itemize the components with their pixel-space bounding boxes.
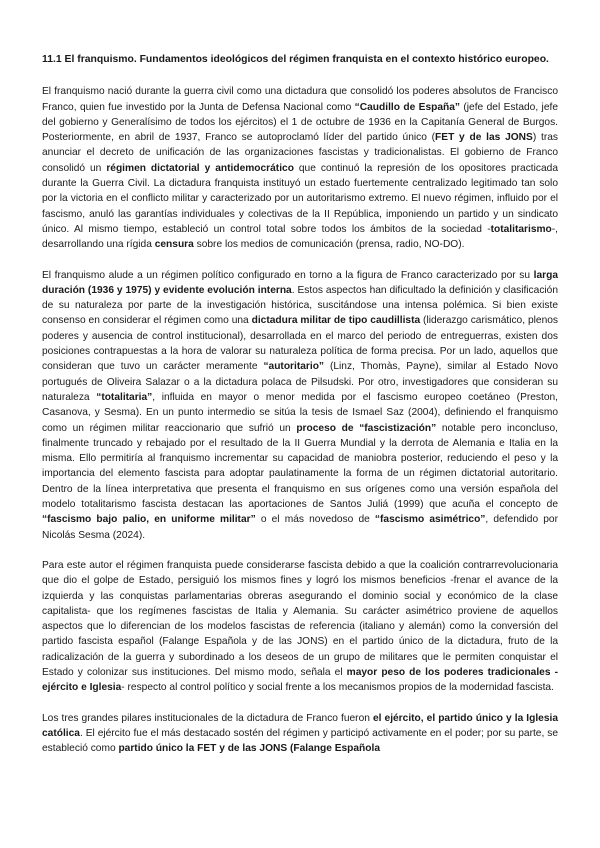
bold-text: larga duración (1936 y 1975) y evidente evolución interna <box>42 269 558 296</box>
paragraph <box>42 558 558 696</box>
document-body <box>42 84 558 756</box>
bold-text: partido único la FET y de las JONS (Falange Española <box>118 743 380 755</box>
text-run: Para este autor el régimen franquista puede considerarse fascista debido a que la coalición contrarrevolucionaria que dio el golpe de Estado, persiguió los mismos fines y logró los mismos beneficios -frenar el avance de la izquierda y las conquistas parlamentarias obreras asegurando el dominio social y económico de la clase capitalista- que los regímenes fascistas de Italia y Alemania. Su carácter asimétrico proviene de aquellos aspectos que lo diferencian de los modelos fascistas de referencia (italiano y alemán) como la conversión del partido fascista español (Falange Española y de las JONS) en el partido único de la dictadura, fruto de la radicalización de la guerra y subordinado a los deseos de un grupo de militares que le permiten conquistar el Estado y colonizar sus instituciones. Del mismo modo, señala el <box>42 559 558 678</box>
text-run: , influida en mayor o menor medida por el fascismo europeo coetáneo (Preston, Casanova, y Sesma). En un punto intermedio se sitúa la tesis de Ismael Saz (2004), definiendo el franquismo como un régimen militar reaccionario que sufrió un <box>42 391 559 434</box>
bold-text: “totalitaria” <box>96 391 153 403</box>
paragraph <box>42 268 558 543</box>
text-run: , defendido por Nicolás Sesma (2024). <box>42 514 558 541</box>
text-run: que continuó la represión de los opositores practicada durante la Guerra Civil. La dictadura franquista instituyó un estado fuertemente centralizado legitimado tan solo por la victoria en el conflicto militar y caracterizado por un autoritarismo extremo. El nuevo régimen, influido por el fascismo, anuló las garantías individuales y colectivas de la II República, imponiendo un partido y un sindicato único. Al mismo tiempo, estableció un control total sobre todos los ámbitos de la sociedad - <box>42 162 558 235</box>
text-run: (jefe del Estado, jefe del gobierno y Generalísimo de todos los ejércitos) el 1 de octubre de 1936 en la Capitanía General de Burgos. Posteriormente, en abril de 1937, Franco se autoproclamó líder del partido único ( <box>42 101 558 144</box>
text-run: . El ejército fue el más destacado sostén del régimen y participó activamente en el poder; por su parte, se estableció como <box>42 727 558 755</box>
text-run: - respecto al control político y social frente a los mecanismos propios de la modernidad fascista. <box>121 682 554 694</box>
bold-text: FET y de las JONS <box>435 132 533 144</box>
text-run: sobre los medios de comunicación (prensa, radio, NO-DO). <box>193 239 465 251</box>
bold-text: “fascismo asimétrico” <box>374 514 486 526</box>
paragraph <box>42 711 558 757</box>
bold-text: “Caudillo de España” <box>354 101 460 113</box>
text-run: (liderazgo carismático, plenos poderes y ausencia de control institucional), desarrollada en el marco del periodo de entreguerras, existen dos posiciones contrapuestas a la hora de valorar su naturaleza política de forma precisa. Por un lado, aquellos que consideran que tuvo un carácter meramente <box>42 315 558 373</box>
text-run: El franquismo alude a un régimen político configurado en torno a la figura de Franco caracterizado por su <box>42 269 534 281</box>
text-run: . Estos aspectos han dificultado la definición y clasificación de su naturaleza por parte de la investigación histórica, suscitándose una intensa polémica. Si bien existe consenso en considerar el régimen como una <box>42 284 559 327</box>
text-run: -, desarrollando una rígida <box>42 223 558 251</box>
bold-text: dictadura militar de tipo caudillista <box>251 315 421 327</box>
bold-text: proceso de “fascistización” <box>296 422 437 434</box>
bold-text: régimen dictatorial y antidemocrático <box>106 162 294 174</box>
bold-text: censura <box>154 239 194 251</box>
bold-text: totalitarismo <box>490 223 552 235</box>
section-heading: 11.1 El franquismo. Fundamentos ideológicos del régimen franquista en el contexto histórico europeo. <box>42 54 549 65</box>
text-run: ) tras anunciar el decreto de unificación de las organizaciones fascistas y tradicionalistas. El gobierno de Franco consolidó un <box>42 132 558 174</box>
bold-text: “autoritario” <box>263 361 325 373</box>
bold-text: mayor peso de los poderes tradicionales -ejército e Iglesia <box>42 666 558 694</box>
bold-text: el ejército, el partido único y la Iglesia católica <box>42 712 559 739</box>
text-run: El franquismo nació durante la guerra civil como una dictadura que consolidó los poderes absolutos de Francisco Franco, quien fue investido por la Junta de Defensa Nacional como <box>42 86 558 113</box>
text-run: Los tres grandes pilares institucionales de la dictadura de Franco fueron <box>42 712 373 724</box>
bold-text: “fascismo bajo palio, en uniforme militar” <box>42 514 256 526</box>
paragraph <box>42 84 558 252</box>
document-page <box>42 52 558 771</box>
text-run: (Linz, Thomàs, Payne), similar al Estado Novo portugués de Oliveira Salazar o a la dictadura polaca de Pilsudski. Por otro, investigadores que consideran su naturaleza <box>42 361 559 403</box>
text-run: o el más novedoso de <box>255 514 375 526</box>
text-run: notable pero inconcluso, finalmente truncado y rebajado por el resultado de la II Guerra Mundial y la derrota de Alemania e Italia en la misma. Ello permitiría al franquismo incrementar su capacidad de maniobra posterior, reduciendo el peso y la importancia del elemento fascista para adoptar paulatinamente la forma de un régimen dictatorial autoritario. Dentro de la línea interpretativa que presenta el franquismo en sus orígenes como una versión española del modelo totalitarismo fascista destacan las aportaciones de Santos Juliá (1999) que acuña el concepto de <box>42 422 558 511</box>
